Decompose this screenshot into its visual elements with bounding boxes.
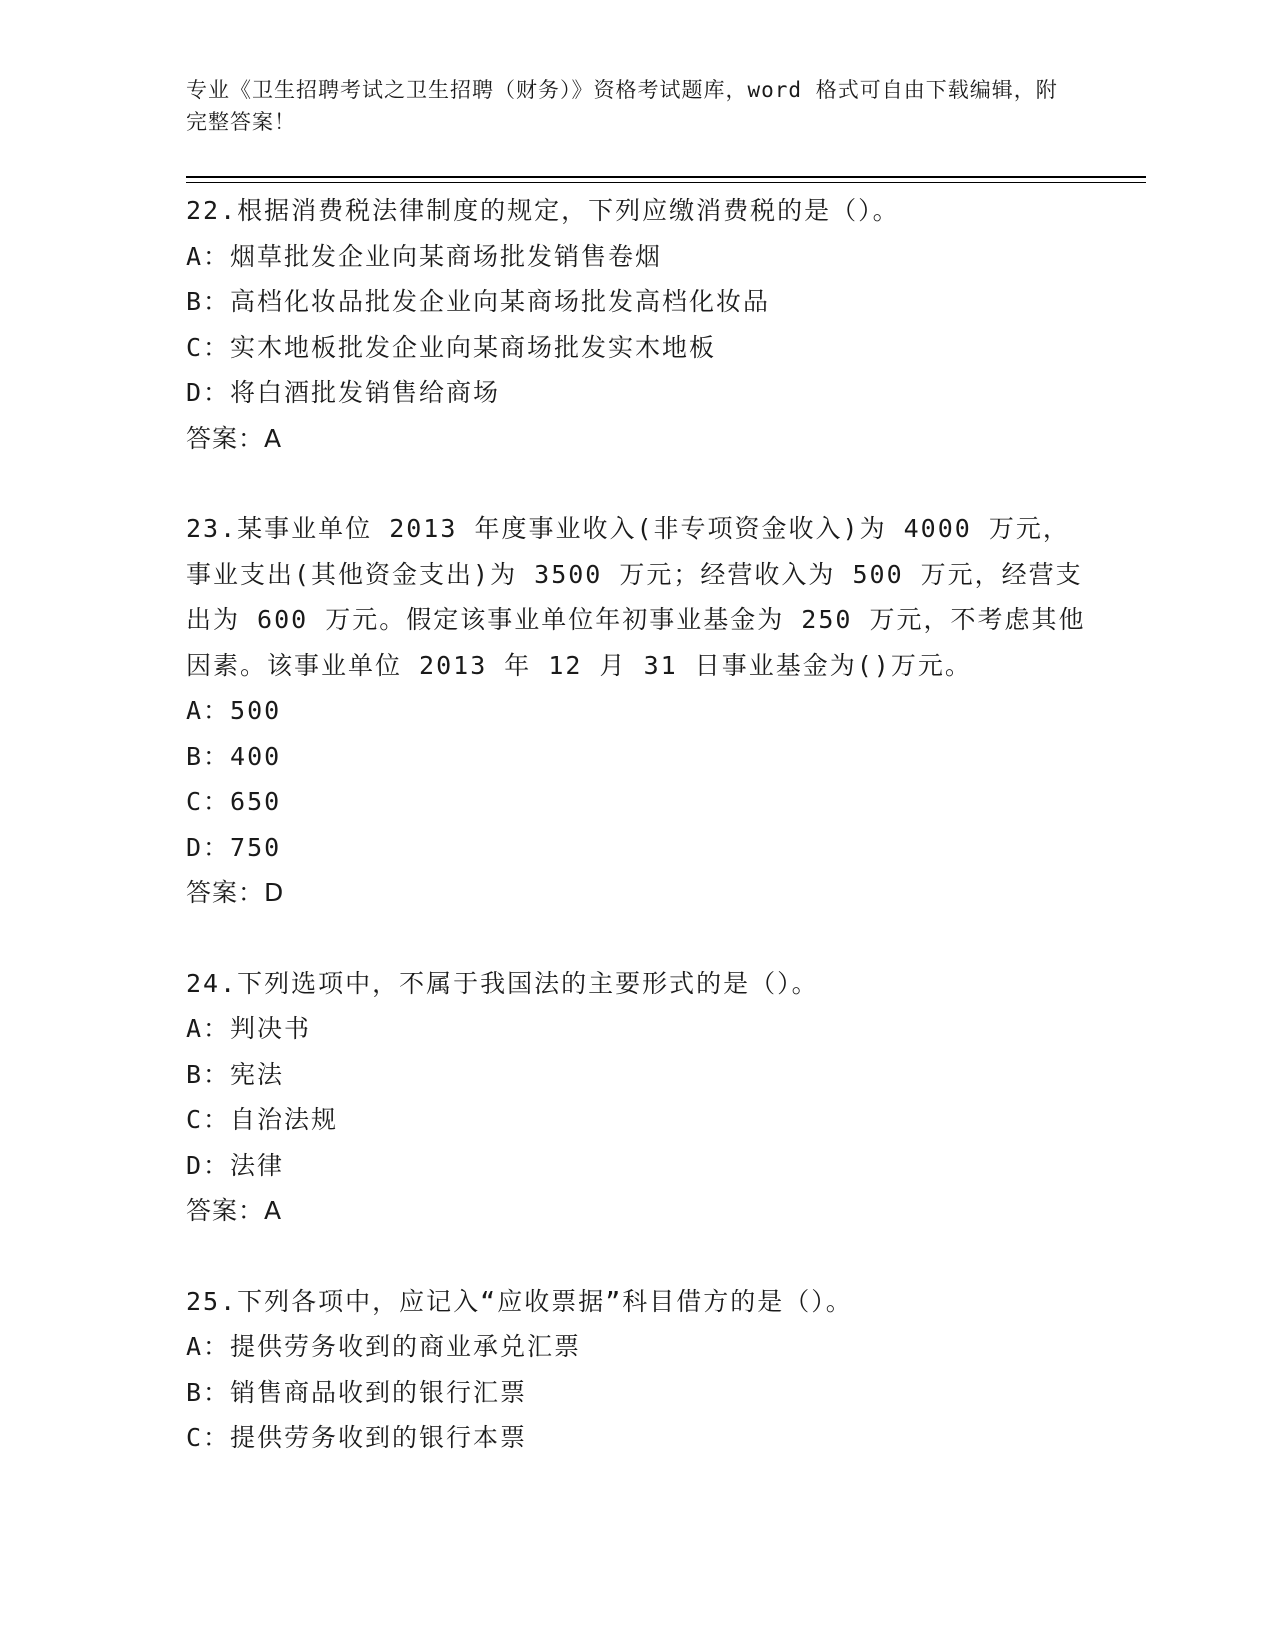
- option-a: A：烟草批发企业向某商场批发销售卷烟: [186, 241, 663, 271]
- option-b: B：宪法: [186, 1059, 285, 1089]
- question-stem: 25.下列各项中，应记入“应收票据”科目借方的是（）。: [186, 1286, 853, 1316]
- option-b: B：高档化妆品批发企业向某商场批发高档化妆品: [186, 287, 771, 316]
- question-22: [186, 188, 1086, 461]
- header-divider-thin: [186, 182, 1146, 183]
- question-stem: 22.根据消费税法律制度的规定，下列应缴消费税的是（）。: [186, 196, 900, 225]
- answer: 答案：A: [186, 1196, 283, 1225]
- option-d: D：750: [186, 832, 282, 862]
- question-stem: 23.某事业单位 2013 年度事业收入(非专项资金收入)为 4000 万元，事业支出(其他资金支出)为 3500 万元；经营收入为 500 万元，经营支出为 600 万元。假定该事业单位年初事业基金为 250 万元，不考虑其他因素。该事业单位 2013 年 12 月 31 日事业基金为()万元。: [186, 514, 1086, 680]
- question-24: [186, 961, 1086, 1234]
- option-a: A：判决书: [186, 1014, 312, 1043]
- answer: 答案：D: [186, 878, 285, 907]
- option-b: B：销售商品收到的银行汇票: [186, 1377, 528, 1407]
- option-b: B：400: [186, 741, 282, 771]
- question-list: [186, 188, 1086, 1506]
- option-a: A：提供劳务收到的商业承兑汇票: [186, 1332, 582, 1361]
- answer: 答案：A: [186, 423, 283, 453]
- option-c: C：实木地板批发企业向某商场批发实木地板: [186, 332, 717, 362]
- option-d: D：法律: [186, 1150, 285, 1180]
- option-c: C：提供劳务收到的银行本票: [186, 1423, 528, 1452]
- document-header: 专业《卫生招聘考试之卫生招聘（财务）》资格考试题库，word 格式可自由下载编辑，附完整答案！: [186, 78, 1058, 134]
- option-c: C：650: [186, 787, 282, 816]
- option-d: D：将白酒批发销售给商场: [186, 378, 501, 407]
- option-c: C：自治法规: [186, 1105, 339, 1134]
- question-25: [186, 1279, 1086, 1461]
- option-a: A：500: [186, 696, 282, 725]
- header-divider-thick: [186, 176, 1146, 178]
- question-23: [186, 506, 1086, 916]
- question-stem: 24.下列选项中，不属于我国法的主要形式的是（）。: [186, 968, 819, 998]
